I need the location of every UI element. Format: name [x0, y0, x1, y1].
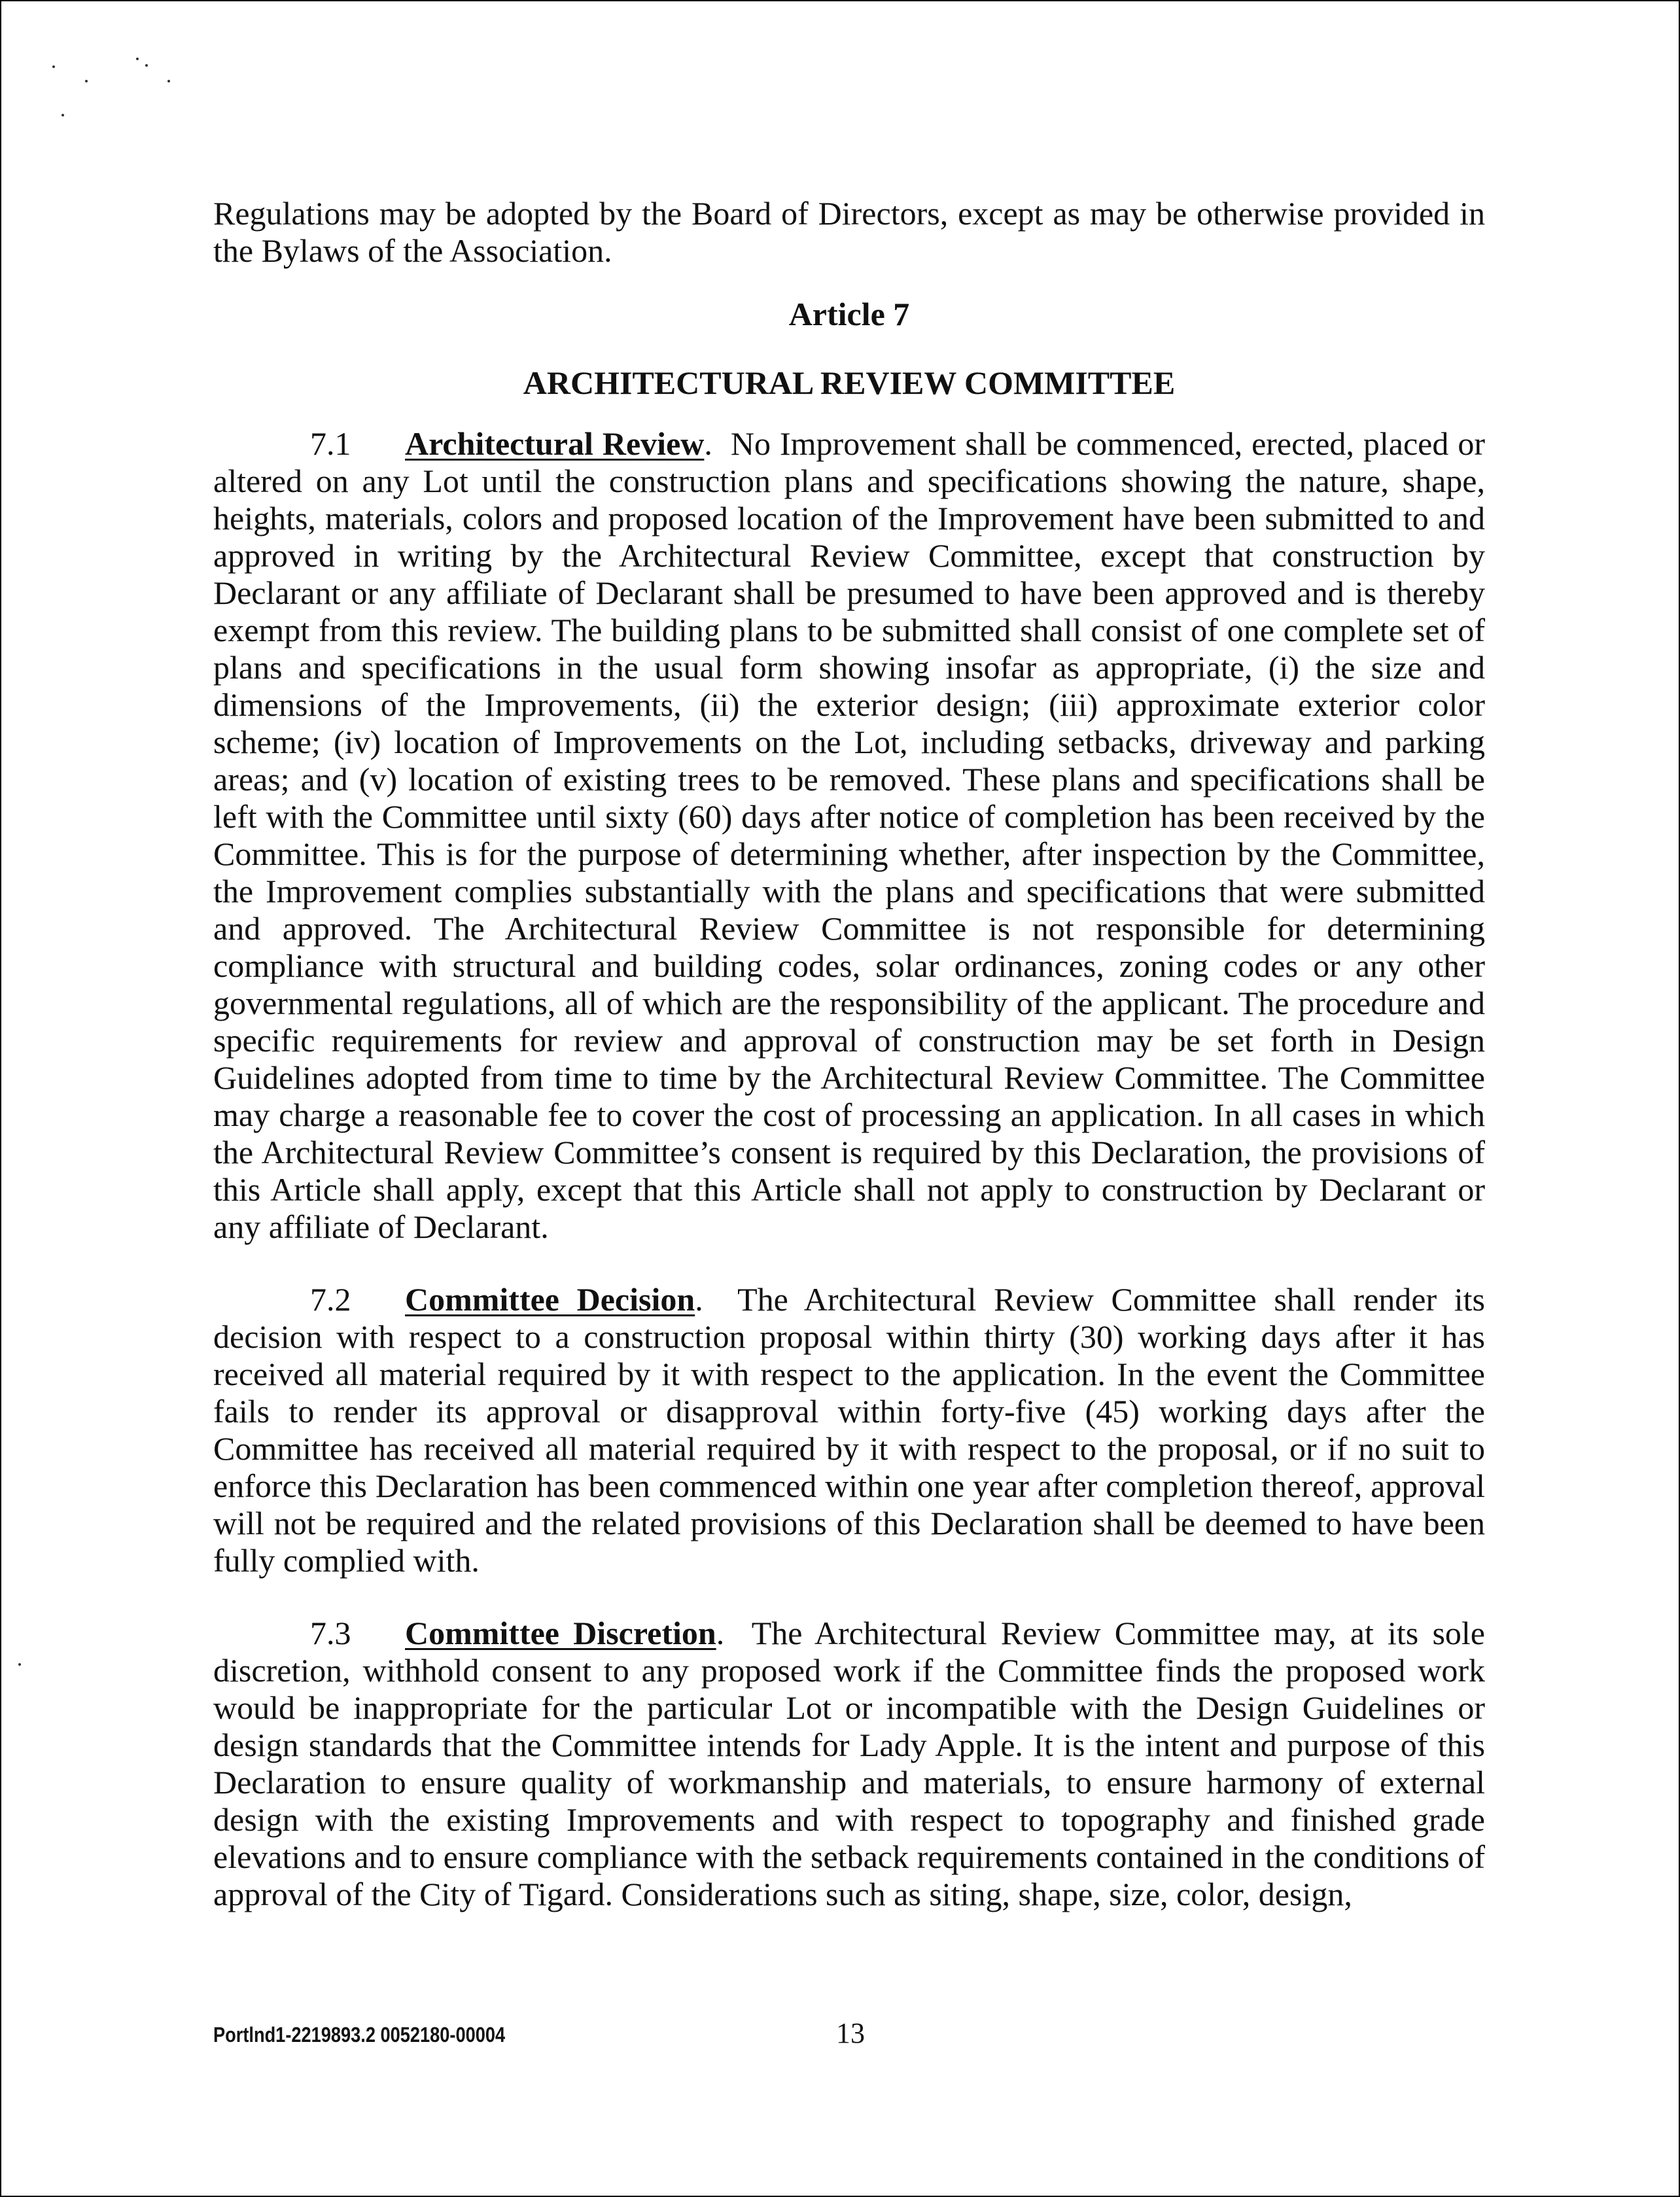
scan-speck — [136, 58, 139, 60]
section-7-2: 7.2 Committee Decision. The Architectural Review Committee shall render its decision with respect to a construction proposal within thirty (30) working days after it has received all material required by it with respect to the application. In the event the Committee fails to render its approval or disapproval within forty-five (45) working days after the Committee has received all material required by it with respect to the proposal, or if no suit to enforce this Declaration has been commenced within one year after completion thereof, approval will not be required and the related provisions of this Declaration shall be deemed to have been fully complied with. — [213, 1281, 1485, 1579]
scan-speck — [167, 80, 170, 82]
section-title: Committee Discretion — [405, 1615, 716, 1651]
section-body: No Improvement shall be commenced, erected, placed or altered on any Lot until the construction plans and specifications showing the nature, shape, heights, materials, colors and proposed location of the Improvement have been submitted to and approved in writing by the Architectural Review Committee, except that construction by Declarant or any affiliate of Declarant shall be presumed to have been approved and is thereby exempt from this review. The building plans to be submitted shall consist of one complete set of plans and specifications in the usual form showing insofar as appropriate, (i) the size and dimensions of the Improvements, (ii) the exterior design; (iii) approximate exterior color scheme; (iv) location of Improvements on the Lot, including setbacks, driveway and parking areas; and (v) location of existing trees to be removed. These plans and specifications shall be left with the Committee until sixty (60) days after notice of completion has been received by the Committee. This is for the purpose of determining whether, after inspection by the Committee, the Improvement complies substantially with the plans and specifications that were submitted and approved. The Architectural Review Committee is not responsible for determining compliance with structural and building codes, solar ordinances, zoning codes or any other governmental regulations, all of which are the responsibility of the applicant. The procedure and specific requirements for review and approval of construction may be set forth in Design Guidelines adopted from time to time by the Architectural Review Committee. The Committee may charge a reasonable fee to cover the cost of processing an application. In all cases in which the Architectural Review Committee’s consent is required by this Declaration, the provisions of this Article shall apply, except that this Article shall not apply to construction by Declarant or any affiliate of Declarant. — [213, 425, 1486, 1245]
scan-speck — [52, 65, 55, 68]
section-title: Committee Decision — [405, 1281, 695, 1318]
section-number: 7.3 — [310, 1615, 351, 1651]
page-number: 13 — [836, 2017, 865, 2049]
article-title: ARCHITECTURAL REVIEW COMMITTEE — [523, 364, 1176, 401]
section-body: The Architectural Review Committee shall render its decision with respect to a construction proposal within thirty (30) working days after it has received all material required by it with respect to the application. In the event the Committee fails to render its approval or disapproval within forty-five (45) working days after the Committee has received all material required by it with respect to the proposal, or if no suit to enforce this Declaration has been commenced within one year after completion thereof, approval will not be required and the related provisions of this Declaration shall be deemed to have been fully complied with. — [213, 1281, 1485, 1579]
section-title: Architectural Review — [405, 425, 705, 462]
section-body: The Architectural Review Committee may, at its sole discretion, withhold consent to any proposed work if the Committee finds the proposed work would be inappropriate for the particular Lot or incompatible with the Design Guidelines or design standards that the Committee intends for Lady Apple. It is the intent and purpose of this Declaration to ensure quality of workmanship and materials, to ensure harmony of external design with the existing Improvements and with respect to topography and finished grade elevations and to ensure compliance with the setback requirements contained in the conditions of approval of the City of Tigard. Considerations such as siting, shape, size, color, design, — [213, 1615, 1485, 1912]
section-number: 7.1 — [310, 425, 351, 462]
article-label: Article 7 — [788, 296, 910, 332]
scan-speck — [61, 114, 64, 116]
scan-speck — [145, 64, 148, 67]
scan-speck — [85, 80, 88, 82]
document-id: Portlnd1-2219893.2 0052180-00004 — [213, 2023, 506, 2047]
section-7-1: 7.1 Architectural Review. No Improvement shall be commenced, erected, placed or altered on any Lot until the construction plans and specifications showing the nature, shape, heights, materials, colors and proposed location of the Improvement have been submitted to and approved in writing by the Architectural Review Committee, except that construction by Declarant or any affiliate of Declarant shall be presumed to have been approved and is thereby exempt from this review. The building plans to be submitted shall consist of one complete set of plans and specifications in the usual form showing insofar as appropriate, (i) the size and dimensions of the Improvements, (ii) the exterior design; (iii) approximate exterior color scheme; (iv) location of Improvements on the Lot, including setbacks, driveway and parking areas; and (v) location of existing trees to be removed. These plans and specifications shall be left with the Committee until sixty (60) days after notice of completion has been received by the Committee. This is for the purpose of determining whether, after inspection by the Committee, the Improvement complies substantially with the plans and specifications that were submitted and approved. The Architectural Review Committee is not responsible for determining compliance with structural and building codes, solar ordinances, zoning codes or any other governmental regulations, all of which are the responsibility of the applicant. The procedure and specific requirements for review and approval of construction may be set forth in Design Guidelines adopted from time to time by the Architectural Review Committee. The Committee may charge a reasonable fee to cover the cost of processing an application. In all cases in which the Architectural Review Committee’s consent is required by this Declaration, the provisions of this Article shall apply, except that this Article shall not apply to construction by Declarant or any affiliate of Declarant. — [213, 425, 1486, 1245]
document-body — [213, 195, 1485, 1913]
scan-speck — [18, 1663, 21, 1666]
intro-paragraph: Regulations may be adopted by the Board of Directors, except as may be otherwise provided in the Bylaws of the Association. — [213, 195, 1485, 269]
section-7-3: 7.3 Committee Discretion. The Architectural Review Committee may, at its sole discretion, withhold consent to any proposed work if the Committee finds the proposed work would be inappropriate for the particular Lot or incompatible with the Design Guidelines or design standards that the Committee intends for Lady Apple. It is the intent and purpose of this Declaration to ensure quality of workmanship and materials, to ensure harmony of external design with the existing Improvements and with respect to topography and finished grade elevations and to ensure compliance with the setback requirements contained in the conditions of approval of the City of Tigard. Considerations such as siting, shape, size, color, design, — [213, 1615, 1485, 1912]
section-number: 7.2 — [310, 1281, 351, 1318]
